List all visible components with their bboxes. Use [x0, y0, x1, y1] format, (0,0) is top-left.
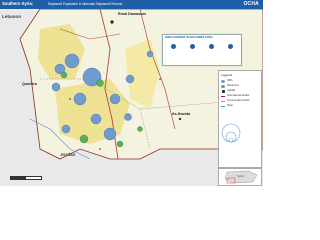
scale-bar	[10, 176, 42, 180]
legend-label: River	[227, 104, 234, 108]
legend-swatch	[221, 106, 225, 107]
returnee-circle	[61, 72, 67, 78]
label-quneitra: Quneitra	[22, 82, 37, 86]
idp-circle	[126, 75, 134, 83]
tent-icon	[190, 44, 195, 49]
stat-house	[204, 44, 218, 50]
size-sample-large	[222, 124, 240, 142]
stat-tent	[185, 44, 199, 50]
summary-heading: DISPLACEMENT IN SOUTHERN SYRIA	[165, 36, 213, 39]
settlement-dot	[99, 148, 101, 150]
returnee-circle	[97, 80, 104, 87]
idp-circle	[74, 93, 86, 105]
legend-label: Governorate border	[227, 99, 250, 103]
inset-label: Syria	[237, 174, 244, 178]
settlement-dot	[179, 118, 181, 120]
label-rural-damascus: Rural Damascus	[118, 12, 147, 16]
displacement-summary-box	[162, 34, 242, 66]
returnee-circle	[138, 127, 143, 132]
stat-people	[166, 44, 180, 50]
legend-item-capital	[221, 89, 259, 93]
idp-circle	[104, 128, 116, 140]
legend-swatch	[221, 101, 225, 102]
legend-swatch	[221, 85, 225, 88]
label-jordan: Jordan	[60, 152, 76, 157]
legend-swatch	[222, 90, 225, 93]
idp-circle	[65, 54, 79, 68]
locator-inset-map	[218, 168, 262, 186]
house-icon	[209, 44, 214, 49]
settlement-dot	[159, 78, 161, 80]
legend-size-scale	[221, 113, 259, 153]
legend-swatch	[221, 80, 225, 83]
legend-label: Capital	[227, 89, 236, 93]
label-as-sweida: As-Sweida	[172, 112, 191, 116]
map-title: Southern Syria:	[2, 1, 34, 6]
returnee-circle	[80, 135, 88, 143]
title-banner	[0, 0, 263, 9]
legend-item-returnees	[221, 84, 259, 88]
legend-title: Legend	[221, 72, 232, 77]
legend-item-river	[221, 104, 259, 108]
ocha-logo: OCHA	[243, 1, 259, 7]
legend-label: IDPs	[227, 79, 233, 83]
arrow-icon	[228, 44, 233, 49]
legend-label: Returnees	[227, 84, 239, 88]
size-sample-small	[229, 138, 233, 142]
map-subtitle: Displaced Population & Internally Displaced Persons	[48, 1, 123, 6]
legend-label: International border	[227, 94, 250, 98]
idp-circle	[62, 125, 70, 133]
capital-marker	[110, 20, 113, 23]
idp-circle	[110, 94, 120, 104]
legend-item-gov-border	[221, 99, 259, 103]
idp-circle	[125, 114, 132, 121]
idp-circle	[91, 114, 101, 124]
legend-swatch	[221, 96, 225, 97]
legend-item-intl-border	[221, 94, 259, 98]
idp-circle	[147, 51, 153, 57]
map-legend	[218, 70, 262, 168]
settlement-dot	[69, 98, 71, 100]
people-icon	[171, 44, 176, 49]
size-sample-medium	[226, 132, 236, 142]
legend-item-idps	[221, 79, 259, 83]
returnee-circle	[117, 141, 123, 147]
idp-circle	[52, 83, 60, 91]
stat-arrow	[223, 44, 237, 50]
label-lebanon: Lebanon	[2, 14, 22, 19]
